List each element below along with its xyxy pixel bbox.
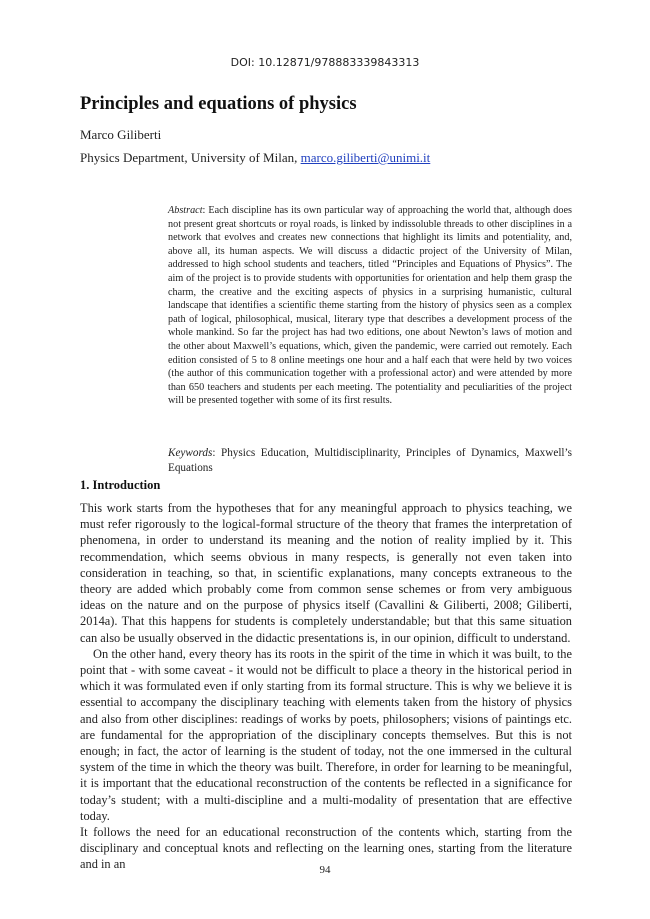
keywords-text: : Physics Education, Multidisciplinarity, Principles of Dynamics, Maxwell’s Equations xyxy=(168,447,572,474)
affiliation-text: Physics Department, University of Milan, xyxy=(80,150,298,165)
doi-header: DOI: 10.12871/978883339843313 xyxy=(230,56,420,69)
abstract xyxy=(168,204,572,408)
paper-title: Principles and equations of physics xyxy=(80,94,357,114)
abstract-text: : Each discipline has its own particular way of approaching the world that, although does not present great shortcuts or royal roads, is linked by indissoluble threads to other disciplines in a network that evolves and creates new connections that highlight its limits and potentiality, and, above all, its human aspects. We will discuss a didactic project of the University of Milan, addressed to high school students and teachers, titled “Principles and Equations of Physics”. The aim of the project is to provide students with opportunities for orientation and help them grasp the charm, the creative and the exciting aspects of physics in a surprising humanistic, cultural landscape that identifies a scientific theme starting from the history of physics seen as a complex path of logical, philosophical, musical, literary type that describes a development process of the whole mankind. So far the project has had two editions, one about Newton’s laws of motion and the other about Maxwell’s equations, which, given the pandemic, were carried out remotely. Each edition consisted of 5 to 8 online meetings one hour and a half each that were held by two voices (the author of this communication together with a professional actor) and were attended by more than 650 teachers and students per each meeting. The potentiality and peculiarities of the project will be presented together with some of its first results. xyxy=(168,205,572,407)
paragraph: It follows the need for an educational reconstruction of the contents which, starting from the disciplinary and conceptual knots and reflecting on the learning ones, starting from the literature and in an xyxy=(80,825,572,872)
affiliation xyxy=(80,150,430,166)
page-number: 94 xyxy=(319,864,331,876)
author-email-link[interactable]: marco.giliberti@unimi.it xyxy=(300,150,431,165)
abstract-label: Abstract xyxy=(168,205,203,216)
paragraph: On the other hand, every theory has its roots in the spirit of the time in which it was built, to the point that - with some caveat - it would not be difficult to place a theory in the historical period in which it was formulated even if only starting from its formal structure. This is why we believe it is essential to accompany the disciplinary teaching with elements taken from the history of physics and also from other disciplines: readings of works by poets, philosophers; visions of paintings etc. are fundamental for the appropriation of the disciplinary concepts themselves. But this is not enough; in fact, the actor of learning is the student of today, not the one immersed in the cultural system of the time in which the theory was built. Therefore, in order for learning to be meaningful, it is important that the educational reconstruction of the contents be reflected in a significance for today’s student; with a multi-discipline and a multi-modality of presentation that are effective today. xyxy=(80,646,572,823)
body-text xyxy=(80,500,572,873)
section-heading: 1. Introduction xyxy=(80,478,161,492)
paragraph: This work starts from the hypotheses that for any meaningful approach to physics teaching, we must refer rigorously to the logical-formal structure of the theory that frames the interpretation of phenomena, in order to understand its meaning and the notion of reality implied by it. This recommendation, which seems obvious in many respects, is generally not even taken into consideration in teaching, so that, in scientific explanations, many concepts extraneous to the theory are added which probably come from common sense schemes or from very ambiguous ideas on the nature and on the purpose of physics itself (Cavallini & Giliberti, 2008; Giliberti, 2014a). That this happens for students is completely understandable; but that this same situation can also be usually observed in the didactic presentations is, in our opinion, difficult to understand. xyxy=(80,501,572,645)
keywords-label: Keywords xyxy=(168,447,213,459)
author-name: Marco Giliberti xyxy=(80,127,162,142)
keywords xyxy=(168,446,572,476)
